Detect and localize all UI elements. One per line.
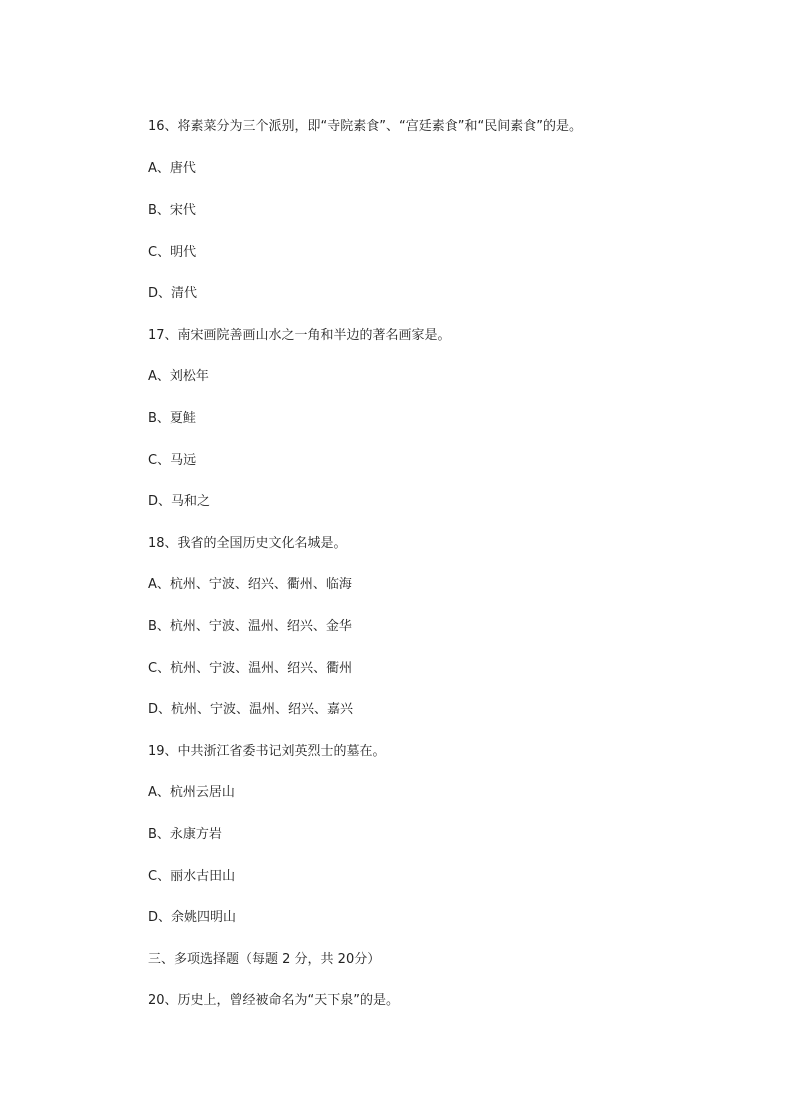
q16-option-d: D、清代: [148, 286, 198, 301]
q17-option-b: B、夏鲑: [148, 411, 196, 426]
question-18: 18、我省的全国历史文化名城是。: [148, 536, 347, 551]
q17-option-d: D、马和之: [148, 494, 211, 509]
question-19: 19、中共浙江省委书记刘英烈士的墓在。: [148, 744, 386, 759]
q19-option-d: D、余姚四明山: [148, 910, 237, 925]
q17-option-c: C、马远: [148, 453, 197, 468]
q16-option-b: B、宋代: [148, 203, 196, 218]
q18-option-c: C、杭州、宁波、温州、绍兴、衢州: [148, 661, 353, 676]
q18-option-d: D、杭州、宁波、温州、绍兴、嘉兴: [148, 702, 354, 717]
section-heading-multiple-choice: 三、多项选择题（每题 2 分，共 20分）: [148, 952, 381, 967]
q16-option-c: C、明代: [148, 245, 197, 260]
q17-option-a: A、刘松年: [148, 369, 209, 384]
question-20: 20、历史上，曾经被命名为“天下泉”的是。: [148, 993, 400, 1008]
q19-option-c: C、丽水古田山: [148, 869, 236, 884]
q18-option-b: B、杭州、宁波、温州、绍兴、金华: [148, 619, 352, 634]
q19-option-b: B、永康方岩: [148, 827, 222, 842]
q16-option-a: A、唐代: [148, 161, 196, 176]
question-17: 17、南宋画院善画山水之一角和半边的著名画家是。: [148, 328, 451, 343]
question-16: 16、将素菜分为三个派别，即“寺院素食”、“宫廷素食”和“民间素食”的是。: [148, 119, 582, 134]
q18-option-a: A、杭州、宁波、绍兴、衢州、临海: [148, 577, 352, 592]
q19-option-a: A、杭州云居山: [148, 785, 235, 800]
